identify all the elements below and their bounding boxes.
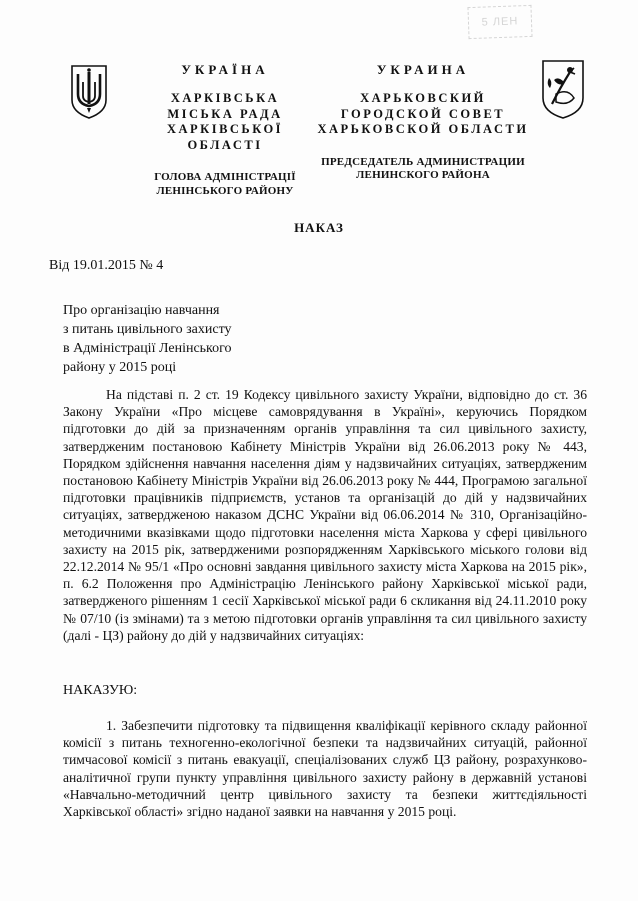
registry-stamp: 5 ЛЕН	[467, 5, 532, 39]
country-name-ru: УКРАИНА	[376, 62, 470, 77]
trident-coat-of-arms-icon	[70, 64, 108, 120]
header-ukrainian	[140, 62, 310, 198]
header-russian	[300, 62, 546, 183]
council-name-ru: ХАРЬКОВСКИЙ ГОРОДСКОЙ СОВЕТ ХАРЬКОВСКОЙ ОБЛАСТИ	[317, 91, 529, 136]
order-item-1: 1. Забезпечити підготовку та підвищення кваліфікації керівного складу районної комісії з питань техногенно-екологічної безпеки та надзвичайних ситуацій, районної тимчасової комісії з питань евакуації, спеціалізованих служб ЦЗ району, розрахунково-аналітичної групи пункту управління цивільного захисту району в державній установі «Навчально-методичний центр цивільного захисту та безпеки життєдіяльності Харківської області» згідно наданої заявки на навчання у 2015 році.	[63, 718, 587, 820]
position-title-ua: ГОЛОВА АДМІНІСТРАЦІЇ ЛЕНІНСЬКОГО РАЙОНУ	[154, 171, 296, 197]
preamble-paragraph: На підставі п. 2 ст. 19 Кодексу цивільного захисту України, відповідно до ст. 36 Закону України «Про місцеве самоврядування в Україні», керуючись Порядком підготовки до дій за призначенням органів управління та сил цивільного захисту, затвердженим постановою Кабінету Міністрів України від 26.06.2013 року № 443, Порядком здійснення навчання населення діям у надзвичайних ситуаціях, затвердженим постановою Кабінету Міністрів України від 26.06.2013 року № 444, Програмою загальної підготовки працівників підприємств, установ та організацій до дій у надзвичайних ситуаціях, затвердженою наказом ДСНС України від 06.06.2014 № 310, Організаційно-методичними вказівками щодо підготовки населення міста Харкова у сфері цивільного захисту на 2015 рік, затвердженими розпорядженням Харківського міського голови від 22.12.2014 № 95/1 «Про основні завдання цивільного захисту міста Харкова на 2015 рік», п. 6.2 Положення про Адміністрацію Ленінського району Харківської міської ради, затвердженого рішенням 1 сесії Харківської міської ради 6 скликання від 24.11.2010 року № 07/10 (із змінами) та з метою підготовки органів управління та сил цивільного захисту (далі - ЦЗ) району до дій у надзвичайних ситуаціях:	[63, 387, 587, 643]
order-subject: Про організацію навчання з питань цивільного захисту в Адміністрації Ленінського району у 2015 році	[63, 303, 232, 375]
country-name-ua: УКРАЇНА	[181, 62, 269, 77]
kharkiv-city-emblem-icon	[540, 58, 586, 120]
position-title-ru: ПРЕДСЕДАТЕЛЬ АДМИНИСТРАЦИИ ЛЕНИНСКОГО РАЙОНА	[321, 155, 525, 181]
document-title: НАКАЗ	[294, 220, 344, 235]
council-name-ua: ХАРКІВСЬКА МІСЬКА РАДА ХАРКІВСЬКОЇ ОБЛАСТІ	[166, 91, 284, 152]
order-heading: НАКАЗУЮ:	[63, 683, 138, 698]
date-and-number: Від 19.01.2015 № 4	[49, 258, 164, 273]
